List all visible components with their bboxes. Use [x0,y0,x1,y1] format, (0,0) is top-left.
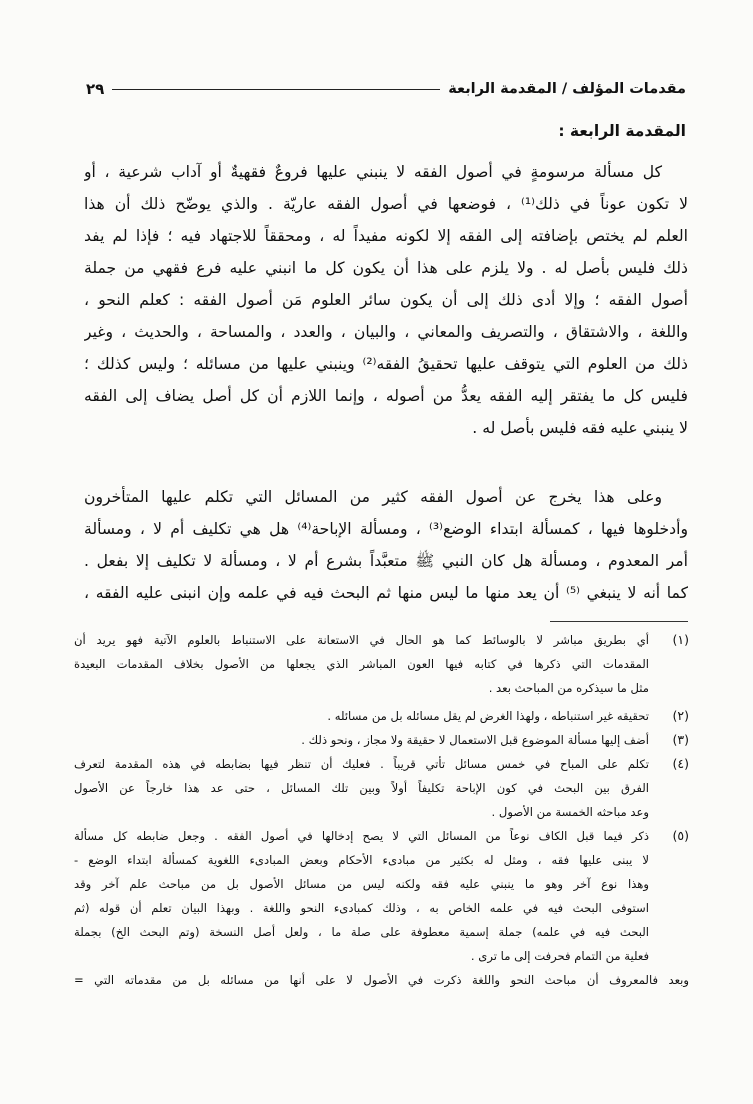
footnote-mark: (١) [672,632,689,647]
text-line: ذلك من العلوم التي يتوقف عليها تحقيقُ الفقه⁽²⁾ وينبني عليها من مسائله ؛ وليس كذلك ؛ [84,355,688,373]
footnote-4 [74,752,689,824]
paragraph-1 [84,156,688,444]
section-heading: المقدمة الرابعة : [558,122,686,140]
text-line: كل مسألة مرسومةٍ في أصول الفقه لا ينبني عليها فروعٌ فقهيةٌ أو آداب شرعية ، أو [84,163,662,181]
text-line: لا ينبني عليه فقه فليس بأصل له . [472,419,688,437]
text-line: وأدخلوها فيها ، كمسألة ابتداء الوضع⁽³⁾ ، ومسألة الإباحة⁽⁴⁾ هل هي تكليف أم لا ، ومسألة [84,520,688,538]
footnote-5 [74,824,689,968]
text-line: فليس كل ما يفتقر إليه الفقه يعدُّ من أصوله ، وإنما اللازم أن كل أصل يضاف إلى الفقه [84,387,688,405]
header-title: مقدمات المؤلف / المقدمة الرابعة [448,81,686,97]
footnote-3 [74,728,689,752]
footnote-1 [74,628,689,700]
footnote-line: وبعد فالمعروف أن مباحث النحو واللغة ذكرت في الأصول لا على أنها من مسائله بل من مقدماته التي = [74,973,689,987]
footnote-line: المقدمات التي ذكرها في كتابه فيها العون المباشر الذي يجعلها من الأصول بخلاف المقدمات البعيدة [74,657,649,671]
footnote-mark: (٣) [672,732,689,747]
footnote-separator [550,621,688,622]
text-line: كما أنه لا ينبغي ⁽⁵⁾ أن يعد منها ما ليس منها ثم البحث فيه في علمه وإن انبنى عليه الفقه ، [84,584,688,602]
footnote-continuation [74,968,689,992]
footnotes [74,628,689,992]
text-line: لا تكون عوناً في ذلك⁽¹⁾ ، فوضعها في أصول الفقه عاريّة . والذي يوضّح ذلك أن هذا [84,195,688,213]
footnote-line: البحث فيه في علمه) جملة إسمية معطوفة على صلة ما ، ولعل أصل النسخة (وتم البحث الخ) بجملة [74,925,649,939]
footnote-mark: (٢) [672,708,689,723]
text-line: أصول الفقه ؛ وإلا أدى ذلك إلى أن يكون سائر العلوم مَن أصول الفقه : كعلم النحو ، [84,291,688,309]
footnote-line: تكلم على المباح في خمس مسائل تأتي قريباً . فعليك أن تنظر فيها بضابطه في هذه المقدمة لتعرف [74,757,649,771]
footnote-line: استوفى البحث فيه في علمه الخاص به ، وذلك كمبادىء النحو واللغة . وبهذا البيان تعلم أن قوله (ثم [74,901,649,915]
footnote-line: أضف إليها مسألة الموضوع قبل الاستعمال لا حقيقة ولا مجاز ، ونحو ذلك . [301,733,649,747]
page-number: ٢٩ [86,80,105,98]
footnote-line: مثل ما سيذكره من المباحث بعد . [488,681,649,695]
text-line: العلم لم يختص بإضافته إلى الفقه إلا لكونه مفيداً له ، ومحققاً للاجتهاد فيه ؛ فإذا لم يفد [84,227,688,245]
footnote-line: الفرق بين البحث في كون الإباحة تكليفاً أولاً وبين تلك المسائل ، حتى عد هذا خارجاً عن الأصول [74,781,649,795]
footnote-line: فعلية من التمام فحرفت إلى ما ترى . [470,949,649,963]
footnote-2 [74,704,689,728]
text-line: أمر المعدوم ، ومسألة هل كان النبي ﷺ متعبَّداً بشرع أم لا ، ومسألة لا تكليف إلا بفعل . [84,552,688,570]
footnote-line: وهذا نوع آخر وهو ما ينبني عليه فقه ولكنه ليس من مسائل الأصول بل من مباحث علم آخر وقد [74,877,649,891]
footnote-line: ذكر فيما قبل الكاف نوعاً من المسائل التي لا يصح إدخالها في أصول الفقه . وجعل ضابطه كل مسألة [74,829,649,843]
footnote-line: تحقيقه غير استنباطه ، ولهذا الغرض لم يقل مسائله بل من مسائله . [327,709,649,723]
text-line: وعلى هذا يخرج عن أصول الفقه كثير من المسائل التي تكلم عليها المتأخرون [84,488,662,506]
footnote-line: أي بطريق مباشر لا بالوسائط كما هو الحال في الاستعانة على الاستنباط بالعلوم الآتية فهو يريد أن [74,633,649,647]
header-rule [112,89,440,90]
text-line: واللغة ، والاشتقاق ، والتصريف والمعاني ، والبيان ، والعدد ، والمساحة ، والحديث ، وغير [84,323,688,341]
footnote-mark: (٥) [672,828,689,843]
footnote-line: وعد مباحثه الخمسة من الأصول . [491,805,649,819]
footnote-line: لا يبنى عليها فقه ، ومثل له بكثير من مبادىء الأحكام وبعض المبادىء اللغوية كمسألة ابتداء الوضع - [74,853,649,867]
footnote-mark: (٤) [672,756,689,771]
text-line: ذلك فليس بأصل له . ولا يلزم على هذا أن يكون كل ما انبني عليه فرع فقهي من جملة [84,259,688,277]
running-header [86,76,686,102]
paragraph-2 [84,481,688,609]
